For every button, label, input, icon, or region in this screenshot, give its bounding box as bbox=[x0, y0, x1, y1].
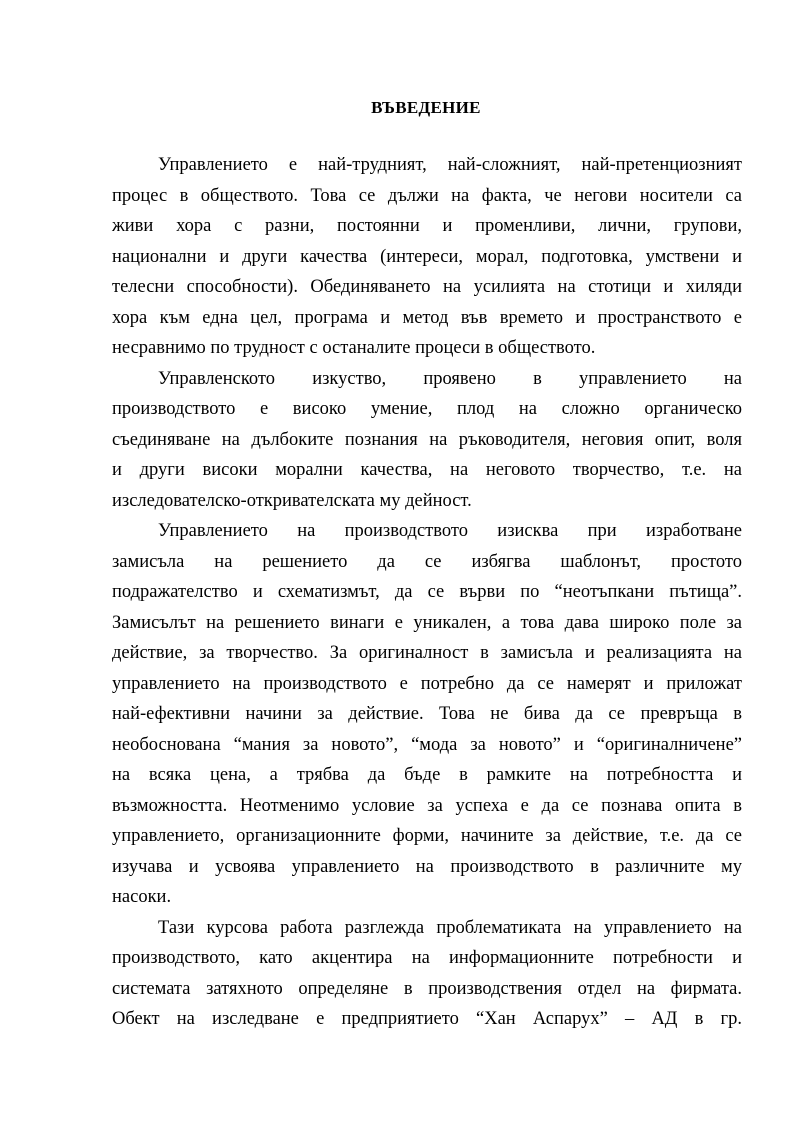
text-line: национални и други качества (интереси, морал, подготовка, умствени и bbox=[112, 246, 742, 267]
page-title: ВЪВЕДЕНИЕ bbox=[371, 98, 481, 117]
text-line: на всяка цена, а трябва да бъде в рамките на потребността и bbox=[112, 765, 742, 785]
text-line: несравнимо по трудност с останалите процеси в обществото. bbox=[112, 338, 596, 358]
text-line: насоки. bbox=[112, 887, 172, 907]
text-line: живи хора с разни, постоянни и променливи, лични, групови, bbox=[112, 216, 742, 236]
paragraph-3 bbox=[112, 516, 742, 913]
text-line: хора към една цел, програма и метод във времето и пространството е bbox=[112, 307, 742, 328]
paragraph-2 bbox=[112, 364, 742, 517]
text-line: Управленското изкуство, проявено в управлението на bbox=[158, 368, 742, 389]
text-line: действие, за творчество. За оригиналност в замисъла и реализацията на bbox=[112, 643, 742, 663]
text-line: най-ефективни начини за действие. Това не бива да се превръща в bbox=[112, 704, 742, 724]
text-line: изучава и усвоява управлението на производството в различните му bbox=[112, 856, 742, 877]
text-line: съединяване на дълбоките познания на ръководителя, неговия опит, воля bbox=[112, 429, 742, 450]
text-line: подражателство и схематизмът, да се върви по “неотъпкани пътища”. bbox=[112, 582, 742, 602]
text-line: телесни способности). Обединяването на усилията на стотици и хиляди bbox=[112, 277, 742, 297]
text-line: Обект на изследване е предприятието “Хан Аспарух” – АД в гр. bbox=[112, 1009, 742, 1029]
text-line: необоснована “мания за новото”, “мода за новото” и “оригиналничене” bbox=[112, 734, 742, 755]
text-line: замисъла на решението да се избягва шаблонът, простото bbox=[112, 551, 742, 572]
document-body bbox=[112, 150, 742, 1035]
text-line: управлението на производството е потребно да се намерят и приложат bbox=[112, 673, 742, 694]
text-line: процес в обществото. Това се дължи на факта, че негови носители са bbox=[112, 185, 742, 206]
paragraph-4 bbox=[112, 913, 742, 1035]
text-line: Управлението на производството изисква при изработване bbox=[158, 521, 742, 541]
text-line: системата затяхното определяне в производствения отдел на фирмата. bbox=[112, 978, 742, 999]
text-line: Управлението е най-трудният, най-сложният, най-претенциозният bbox=[158, 155, 742, 175]
text-line: възможността. Неотменимо условие за успеха е да се познава опита в bbox=[112, 795, 742, 816]
text-line: управлението, организационните форми, начините за действие, т.е. да се bbox=[112, 826, 742, 846]
paragraph-1 bbox=[112, 150, 742, 364]
text-line: Тази курсова работа разглежда проблематиката на управлението на bbox=[158, 917, 742, 938]
text-line: производството, като акцентира на информационните потребности и bbox=[112, 948, 742, 968]
text-line: и други високи морални качества, на неговото творчество, т.е. на bbox=[112, 460, 742, 480]
text-line: изследователско-откривателската му дейност. bbox=[112, 490, 472, 511]
text-line: Замисълът на решението винаги е уникален, а това дава широко поле за bbox=[112, 612, 742, 633]
text-line: производството е високо умение, плод на сложно органическо bbox=[112, 399, 742, 419]
